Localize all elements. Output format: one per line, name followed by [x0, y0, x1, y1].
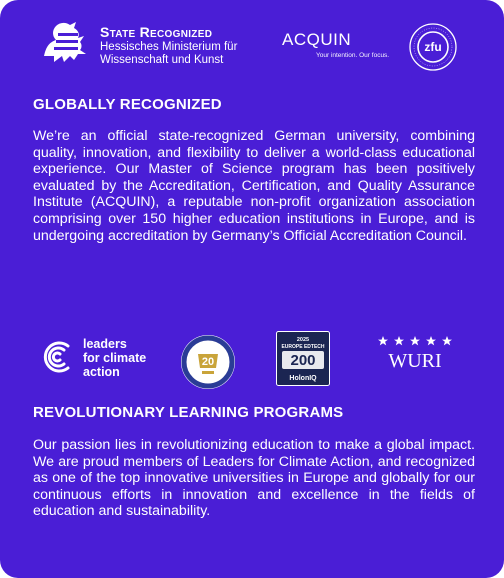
lfca-line3: action	[83, 365, 120, 379]
leaders-for-climate-action-logo	[83, 337, 146, 379]
zfu-seal-icon	[408, 22, 458, 72]
state-ministry-line2: Wissenschaft und Kunst	[100, 54, 224, 66]
holon-brand: HolonIQ	[289, 375, 317, 382]
lfca-line2: for climate	[83, 351, 147, 365]
wuri-ranking-logo-icon	[377, 334, 453, 370]
section-title-globally-recognized: GLOBALLY RECOGNIZED	[33, 96, 222, 113]
state-ministry-line1: Hessisches Ministerium für	[100, 41, 238, 53]
acquin-tagline: Your intention. Our focus.	[316, 52, 390, 59]
leaders-for-climate-action-icon	[38, 338, 76, 376]
zfu-text: zfu	[424, 40, 442, 54]
acquin-logo: ACQUIN	[282, 30, 352, 49]
wuri-text: WURI	[388, 350, 442, 370]
top-20-text: 20	[201, 356, 215, 368]
section-title-revolutionary-learning: REVOLUTIONARY LEARNING PROGRAMS	[33, 404, 344, 421]
state-recognized-title: State Recognized	[100, 24, 213, 40]
holon-label: EUROPE EDTECH	[281, 344, 325, 350]
lfca-line1: leaders	[83, 337, 127, 351]
holon-year: 2025	[296, 337, 310, 343]
section-body-revolutionary-learning: Our passion lies in revolutionizing education to make a global impact. We are proud members of Leaders for Climate Action, and recognized as one of the top innovative universities in Europe and globally for our continuous efforts in innovation and excellence in the fields of education and sustainability.	[33, 437, 475, 520]
holoniq-europe-edtech-badge-icon	[276, 331, 330, 386]
section-body-globally-recognized: We’re an official state-recognized German university, combining quality, innovation, and flexibility to deliver a world-class educational experience. Our Master of Science program has been positively evaluated by the Accreditation, Certification, and Quality Assurance Institute (ACQUIN), a reputable non-profit organization association comprising over 150 higher education institutions in Europe, and is undergoing accreditation by Germany’s Official Accreditation Council.	[33, 128, 475, 244]
top-20-europe-badge-icon	[180, 334, 236, 390]
holon-number: 200	[290, 352, 316, 369]
hessen-lion-icon	[36, 16, 92, 72]
